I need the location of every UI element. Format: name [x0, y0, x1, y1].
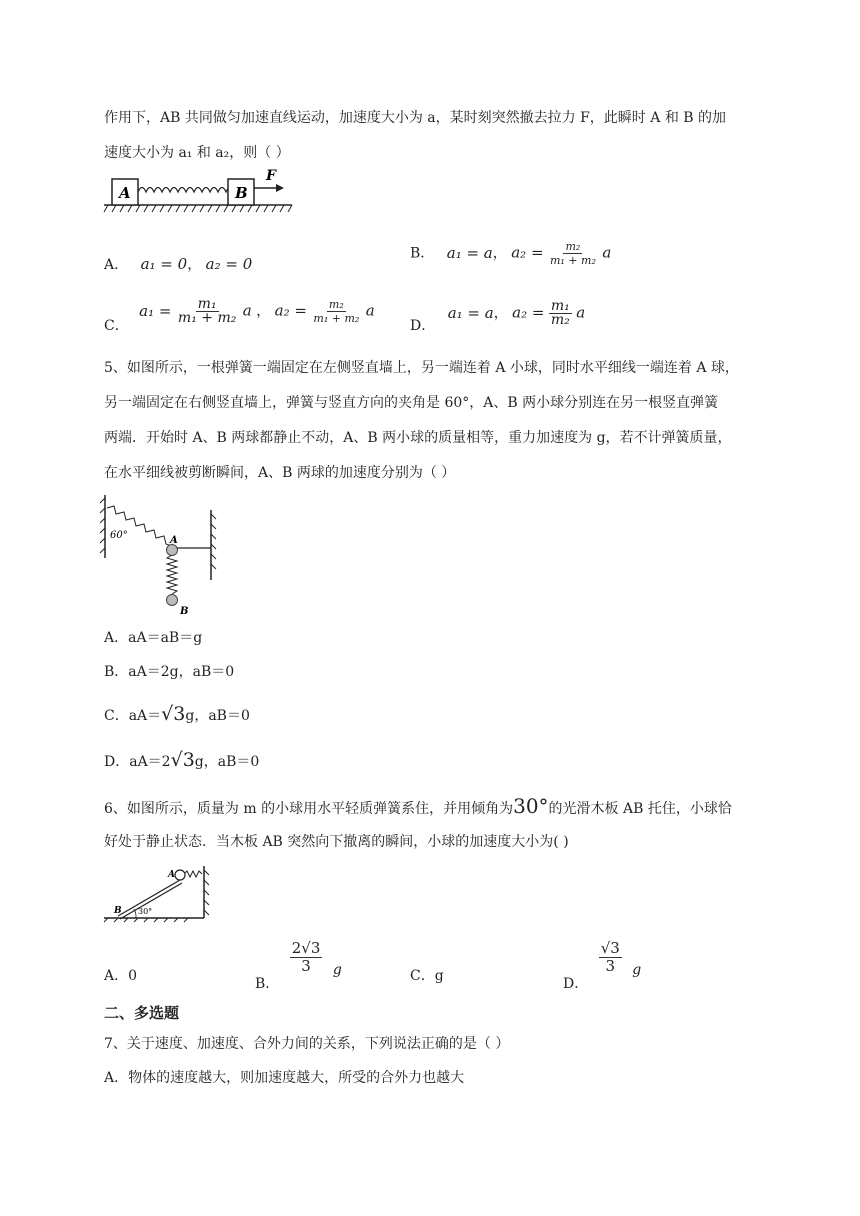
q4-option-d[interactable]: D． a₁ = a， a₂ = $\frac{\text{m₁}}{\text{m₂}}$ a	[410, 298, 586, 334]
q5-label-b: B	[180, 606, 189, 617]
q6-line-1: 6、如图所示，质量为 m 的小球用水平轻质弹簧系住，并用倾角为30°的光滑木板 AB 托住，小球恰	[104, 794, 732, 818]
q4-line-1: 作用下，AB 共同做匀加速直线运动，加速度大小为 a，某时刻突然撤去拉力 F，此瞬时 A 和 B 的加	[104, 110, 727, 126]
q4-option-c[interactable]: C． a₁ = $\frac{\text{m₁}}{\text{m₁ + m₂}}$ a ， a₂ = $\frac{\text{m₂}}{\text{m₁ + m₂}}$ a	[104, 296, 375, 334]
q4-label-f: F	[266, 168, 276, 184]
q6-option-c[interactable]: C．g	[410, 968, 444, 984]
q4-line-2: 速度大小为 a₁ 和 a₂，则（ ）	[104, 145, 290, 161]
q7-line-1: 7、关于速度、加速度、合外力间的关系，下列说法正确的是（ ）	[104, 1036, 510, 1052]
q5-line-1: 5、如图所示，一根弹簧一端固定在左侧竖直墙上，另一端连着 A 小球，同时水平细线一端连着 A 球，	[104, 360, 739, 376]
q4-label-b: B	[235, 184, 248, 202]
q5-spring-balls-figure	[100, 490, 220, 620]
q5-option-d[interactable]: D．aA＝2√3g，aB＝0	[104, 749, 260, 771]
q4-option-a[interactable]: A． a₁ = 0， a₂ = 0	[104, 255, 253, 273]
q6-option-d[interactable]: D． $\frac{√3}{3}$ g	[563, 939, 642, 992]
q6-incline-spring-figure	[104, 864, 214, 922]
q5-label-a: A	[170, 535, 178, 546]
q6-label-b: B	[114, 906, 122, 916]
q5-option-c[interactable]: C．aA＝√3g，aB＝0	[104, 703, 250, 725]
q7-option-a[interactable]: A．物体的速度越大，则加速度越大，所受的合外力也越大	[104, 1070, 465, 1086]
q6-line-2: 好处于静止状态．当木板 AB 突然向下撤离的瞬间，小球的加速度大小为( )	[104, 834, 569, 850]
q4-label-a: A	[119, 184, 131, 202]
section-title-multiple-choice: 二、多选题	[104, 1004, 180, 1022]
q5-option-b[interactable]: B．aA＝2g，aB＝0	[104, 664, 235, 680]
q4-option-b[interactable]: B． a₁ = a， a₂ = $\frac{\text{m₂}}{\text{m₁ + m₂}}$ a	[410, 240, 612, 267]
q5-label-angle: 60°	[110, 530, 128, 541]
q5-line-3: 两端．开始时 A、B 两球都静止不动，A、B 两小球的质量相等，重力加速度为 g，若不计弹簧质量，	[104, 430, 732, 446]
q5-line-2: 另一端固定在右侧竖直墙上，弹簧与竖直方向的夹角是 60°，A、B 两小球分别连在另一根竖直弹簧	[104, 395, 719, 411]
q5-option-a[interactable]: A．aA＝aB＝g	[104, 630, 203, 646]
q5-line-4: 在水平细线被剪断瞬间，A、B 两球的加速度分别为（ ）	[104, 465, 456, 481]
q6-label-angle: 30°	[138, 907, 153, 916]
q4-spring-blocks-figure	[104, 168, 294, 214]
q6-option-b[interactable]: B． $\frac{2√3}{3}$ g	[255, 939, 342, 992]
q6-label-a: A	[168, 870, 175, 880]
q6-option-a[interactable]: A．0	[104, 968, 138, 984]
